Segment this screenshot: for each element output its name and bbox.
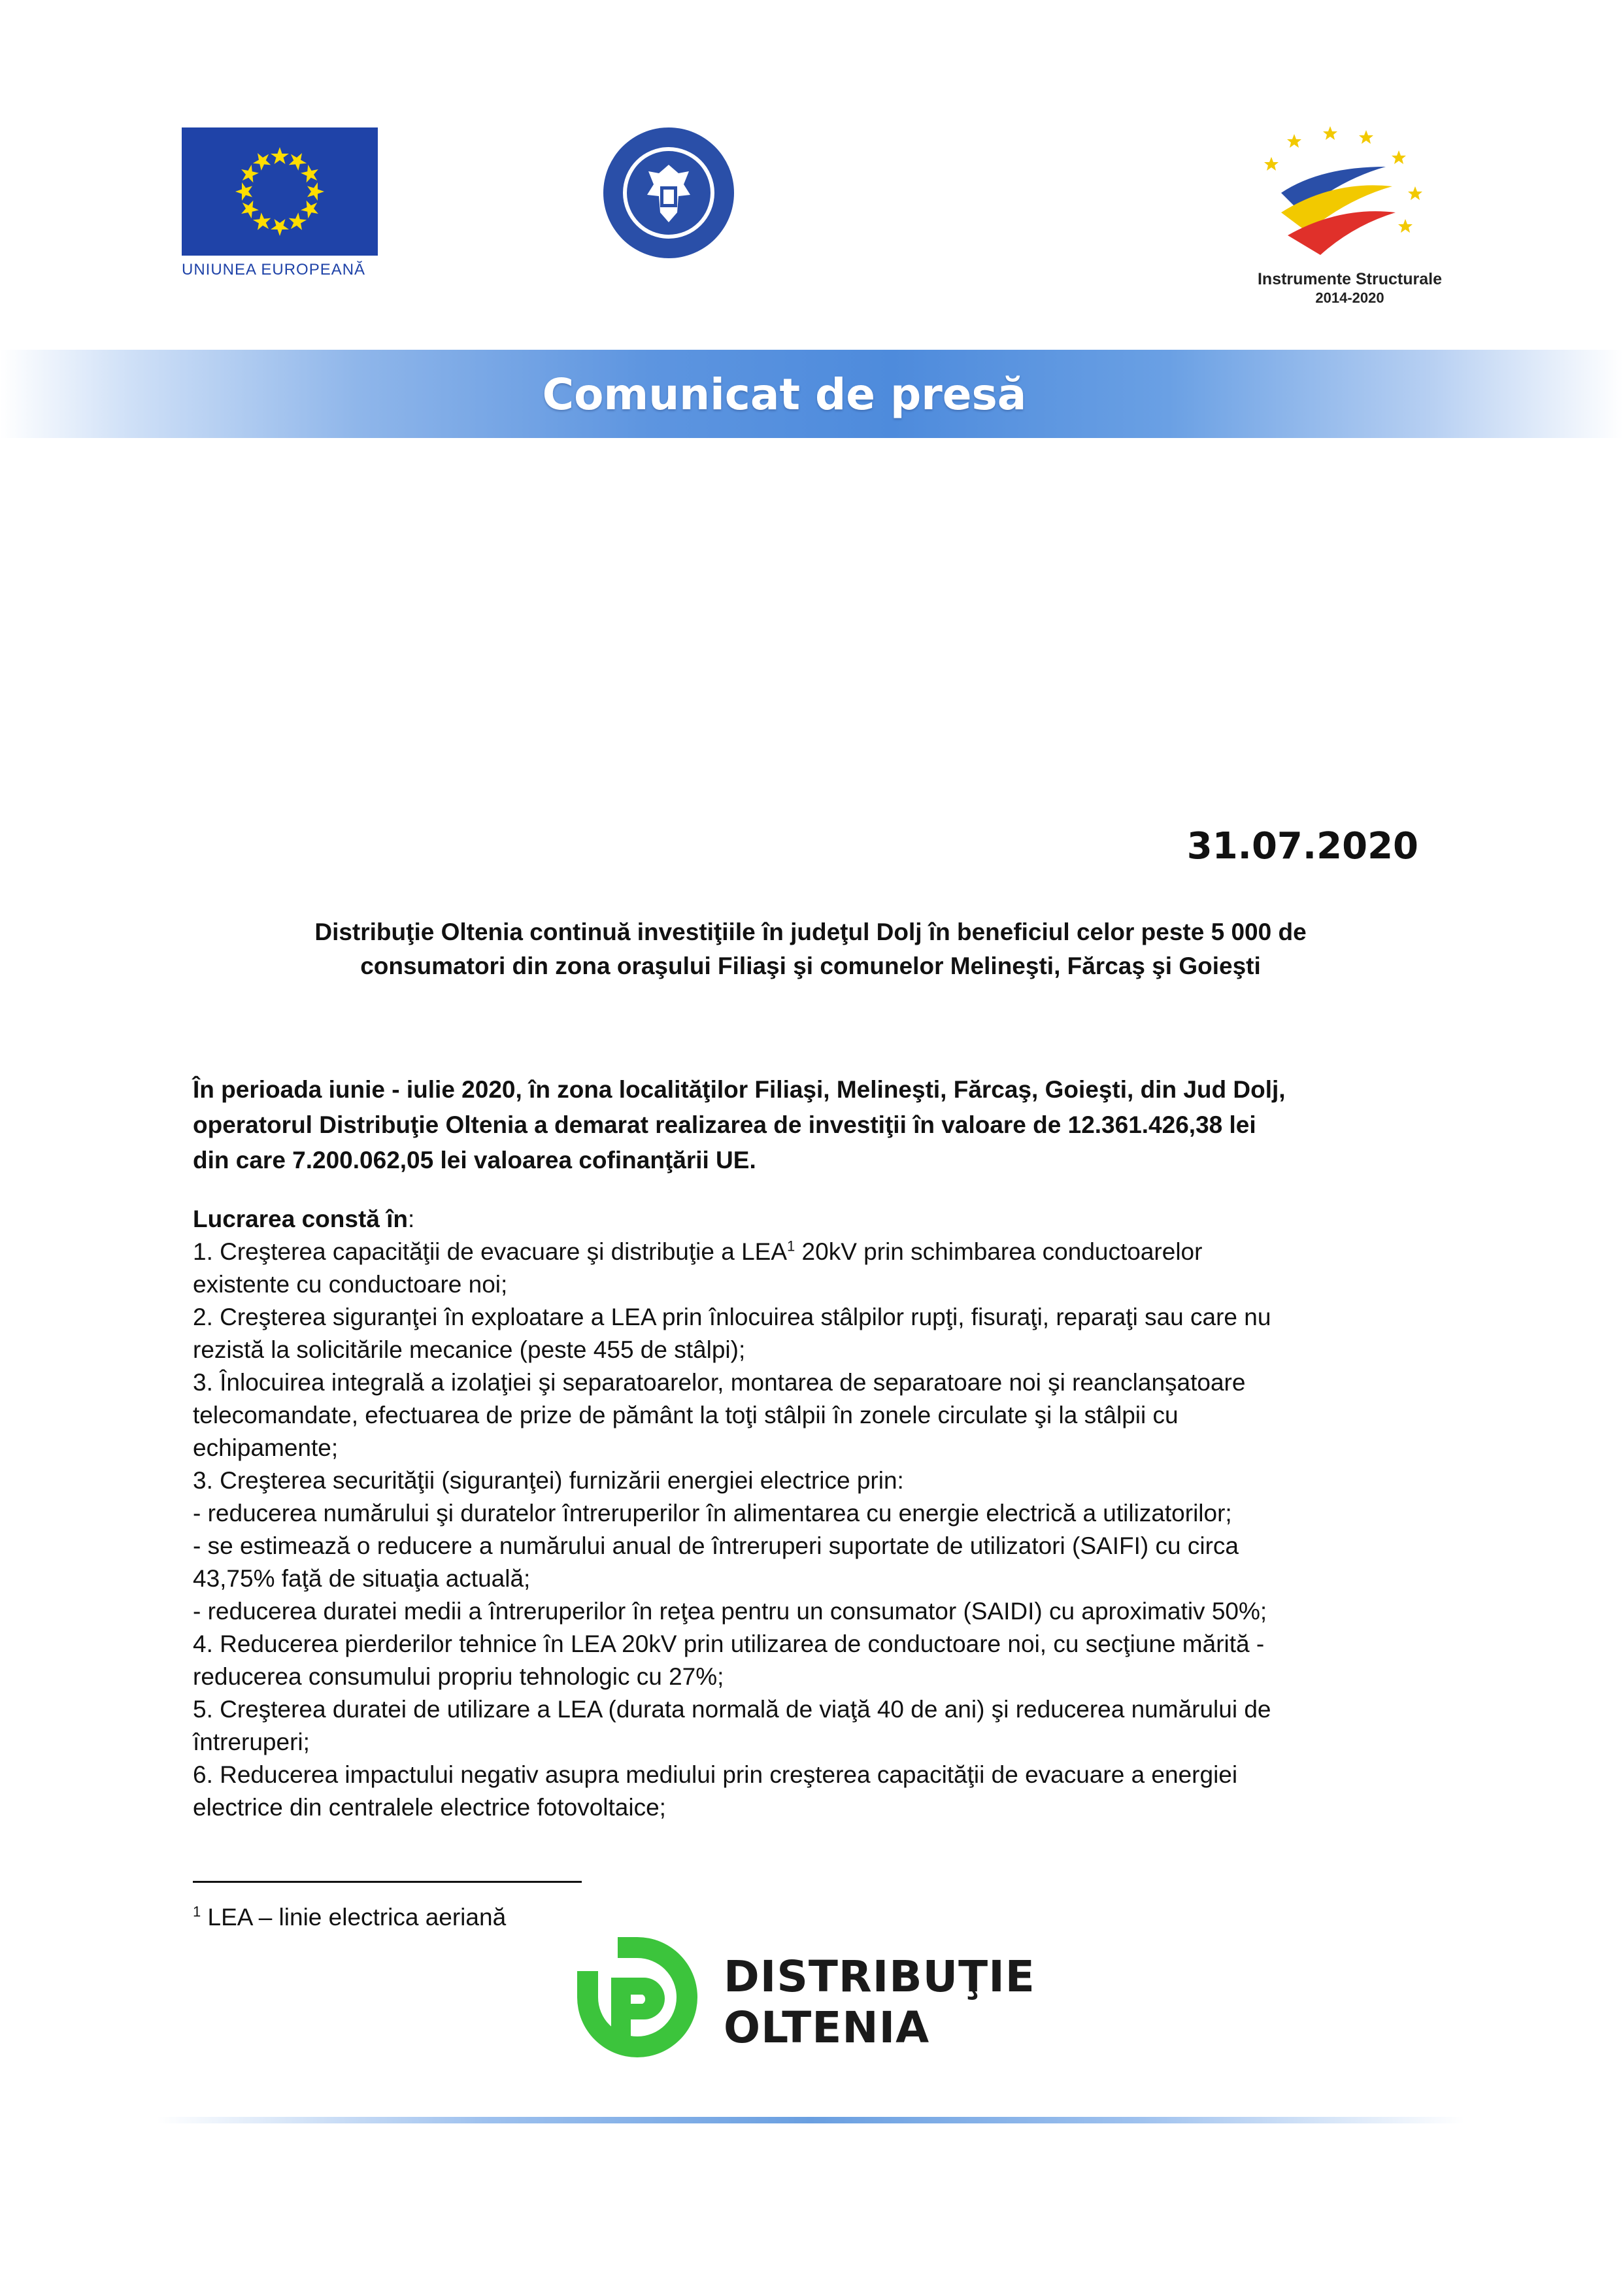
works-list	[193, 1203, 1435, 1824]
list-item: 4. Reducerea pierderilor tehnice în LEA 20kV prin utilizarea de conductoare noi, cu secţiune mărită -	[193, 1630, 1265, 1657]
release-date: 31.07.2020	[1186, 825, 1418, 868]
headline	[170, 915, 1451, 983]
list-item	[193, 1236, 1435, 1268]
works-title	[193, 1203, 1435, 1236]
banner-title: Comunicat de presă	[542, 369, 1027, 420]
footnote-number: 1	[193, 1903, 201, 1920]
list-item: - se estimează o reducere a numărului anual de întreruperi suportate de utilizatori (SAIFI) cu circa	[193, 1532, 1239, 1559]
headline-line: Distribuţie Oltenia continuă investiţiile în judeţul Dolj în beneficiul celor peste 5 000 de	[314, 919, 1307, 945]
logo-text-line2: OLTENIA	[724, 2002, 930, 2053]
footnote-divider	[193, 1881, 582, 1883]
list-item: 2. Creşterea siguranţei în exploatare a LEA prin înlocuirea stâlpilor rupţi, fisuraţi, reparaţi sau care nu	[193, 1304, 1271, 1330]
press-release-banner	[0, 350, 1623, 438]
list-item: 6. Reducerea impactului negativ asupra mediului prin creşterea capacităţii de evacuare a energiei	[193, 1761, 1238, 1788]
footnote	[193, 1902, 977, 1933]
structural-instruments-icon	[1242, 121, 1458, 265]
structural-instruments-years: 2014-2020	[1315, 290, 1384, 306]
works-title-text: Lucrarea constă în	[193, 1206, 409, 1232]
distributie-oltenia-logo	[572, 1932, 1043, 2063]
list-item: telecomandate, efectuarea de prize de pământ la toţi stâlpii în zonele circulate şi la stâlpii cu	[193, 1402, 1179, 1428]
intro-line: operatorul Distribuţie Oltenia a demarat realizarea de investiţii în valoare de 12.361.426,38 lei	[193, 1111, 1256, 1138]
footnote-ref: 1	[787, 1238, 795, 1255]
government-seal-icon	[600, 124, 737, 262]
eu-logo	[182, 127, 378, 284]
list-item: 5. Creşterea duratei de utilizare a LEA (durata normală de viaţă 40 de ani) şi reducerea numărului de	[193, 1696, 1271, 1723]
list-item: - reducerea duratei medii a întreruperilor în reţea pentru un consumator (SAIDI) cu aproximativ 50%;	[193, 1598, 1267, 1625]
footnote-text: LEA – linie electrica aeriană	[201, 1904, 507, 1931]
bottom-divider	[157, 2117, 1464, 2123]
logo-text-line1: DISTRIBUŢIE	[724, 1951, 1035, 2002]
list-item: echipamente;	[193, 1434, 339, 1461]
list-item: 3. Înlocuirea integrală a izolaţiei şi separatoarelor, montarea de separatoare noi şi reanclanşatoare	[193, 1369, 1246, 1396]
intro-paragraph	[193, 1072, 1435, 1178]
distributie-oltenia-mark-icon	[572, 1932, 703, 2063]
headline-line: consumatori din zona oraşului Filiaşi şi comunelor Melineşti, Fărcaş şi Goieşti	[360, 953, 1261, 979]
list-item: reducerea consumului propriu tehnologic cu 27%;	[193, 1663, 724, 1690]
eu-label: UNIUNEA EUROPEANĂ	[182, 261, 366, 279]
structural-instruments-logo	[1242, 121, 1458, 311]
list-item: rezistă la solicitările mecanice (peste 455 de stâlpi);	[193, 1336, 746, 1363]
works-title-colon: :	[408, 1206, 415, 1232]
intro-line: În perioada iunie - iulie 2020, în zona localităţilor Filiaşi, Melineşti, Fărcaş, Goieşti, din Jud Dolj,	[193, 1076, 1286, 1103]
list-item: - reducerea numărului şi duratelor întreruperilor în alimentarea cu energie electrică a utilizatorilor;	[193, 1500, 1232, 1527]
list-item: existente cu conductoare noi;	[193, 1271, 508, 1298]
item-text: 20kV prin schimbarea conductoarelor	[795, 1238, 1203, 1265]
government-seal-logo	[600, 124, 737, 262]
structural-instruments-title: Instrumente Structurale	[1257, 270, 1442, 288]
list-item: 43,75% faţă de situaţia actuală;	[193, 1565, 531, 1592]
item-text: 1. Creşterea capacităţii de evacuare şi distribuţie a LEA	[193, 1238, 788, 1265]
list-item: 3. Creşterea securităţii (siguranţei) furnizării energiei electrice prin:	[193, 1467, 904, 1494]
list-item: întreruperi;	[193, 1729, 310, 1755]
eu-flag-icon	[182, 127, 378, 256]
intro-line: din care 7.200.062,05 lei valoarea cofinanţării UE.	[193, 1147, 756, 1173]
list-item: electrice din centralele electrice fotovoltaice;	[193, 1794, 666, 1821]
